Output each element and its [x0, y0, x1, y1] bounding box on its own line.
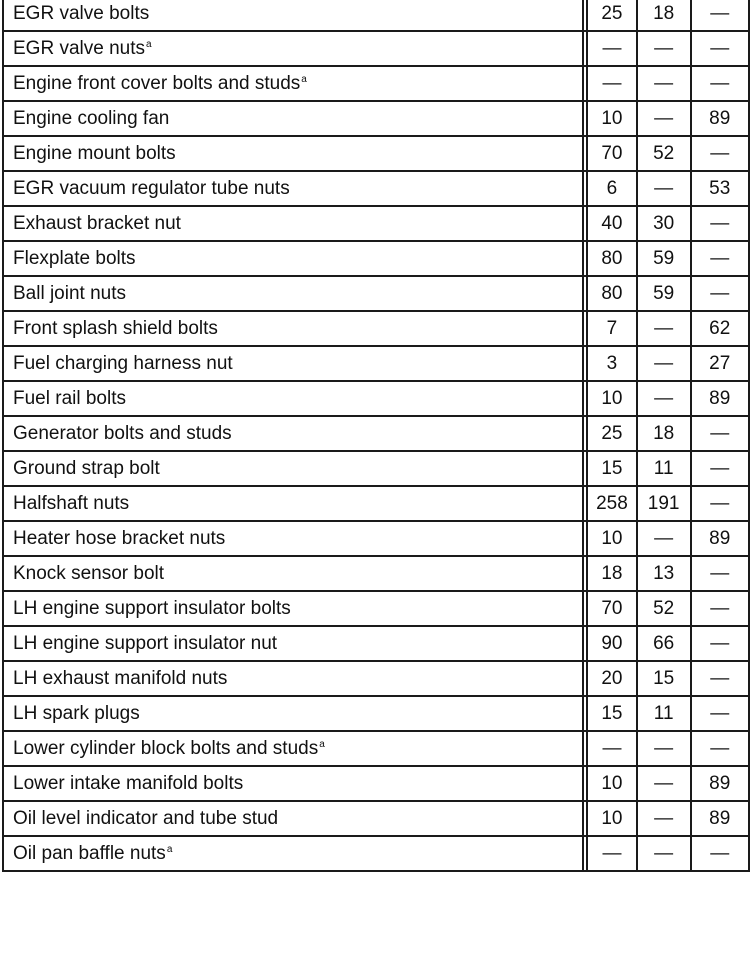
- lbft-value-cell: 18: [637, 0, 691, 31]
- lbin-value-cell: —: [691, 836, 750, 871]
- torque-spec-table: [2, 0, 750, 872]
- lbin-value-cell: —: [691, 451, 750, 486]
- nm-value-cell: 80: [587, 276, 637, 311]
- lbft-value-cell: 52: [637, 136, 691, 171]
- lbft-value-cell: 59: [637, 276, 691, 311]
- lbft-value-cell: —: [637, 766, 691, 801]
- component-name: EGR vacuum regulator tube nuts: [13, 177, 290, 199]
- lbft-value-cell: 52: [637, 591, 691, 626]
- lbft-value-cell: 191: [637, 486, 691, 521]
- component-name: Lower intake manifold bolts: [13, 772, 244, 794]
- lbft-value-cell: —: [637, 311, 691, 346]
- nm-value-cell: 25: [587, 0, 637, 31]
- nm-value-cell: 3: [587, 346, 637, 381]
- lbft-value-cell: 13: [637, 556, 691, 591]
- component-name: Lower cylinder block bolts and studs: [13, 737, 319, 759]
- component-name: Engine front cover bolts and studs: [13, 72, 301, 94]
- table-row: [3, 241, 749, 276]
- component-cell: [3, 136, 583, 171]
- nm-value-cell: 20: [587, 661, 637, 696]
- component-name: EGR valve bolts: [13, 2, 150, 24]
- nm-value-cell: 18: [587, 556, 637, 591]
- component-cell: [3, 626, 583, 661]
- component-cell: [3, 31, 583, 66]
- nm-value-cell: 10: [587, 101, 637, 136]
- lbft-value-cell: —: [637, 836, 691, 871]
- table-row: [3, 696, 749, 731]
- nm-value-cell: 90: [587, 626, 637, 661]
- component-cell: [3, 556, 583, 591]
- nm-value-cell: 10: [587, 521, 637, 556]
- nm-value-cell: 40: [587, 206, 637, 241]
- lbin-value-cell: —: [691, 206, 750, 241]
- lbin-value-cell: 89: [691, 381, 750, 416]
- component-name: Engine mount bolts: [13, 142, 176, 164]
- nm-value-cell: 70: [587, 136, 637, 171]
- nm-value-cell: 258: [587, 486, 637, 521]
- component-name: Heater hose bracket nuts: [13, 527, 226, 549]
- component-name: LH spark plugs: [13, 702, 140, 724]
- table-row: [3, 731, 749, 766]
- table-row: [3, 31, 749, 66]
- component-name: Flexplate bolts: [13, 247, 136, 269]
- table-row: [3, 136, 749, 171]
- lbin-value-cell: —: [691, 0, 750, 31]
- component-name: Engine cooling fan: [13, 107, 170, 129]
- component-cell: [3, 276, 583, 311]
- lbft-value-cell: 11: [637, 696, 691, 731]
- nm-value-cell: —: [587, 836, 637, 871]
- component-name: Knock sensor bolt: [13, 562, 165, 584]
- component-cell: [3, 661, 583, 696]
- component-cell: [3, 801, 583, 836]
- table-row: [3, 171, 749, 206]
- table-row: [3, 311, 749, 346]
- table-row: [3, 416, 749, 451]
- component-name: Fuel charging harness nut: [13, 352, 233, 374]
- lbin-value-cell: 27: [691, 346, 750, 381]
- lbft-value-cell: —: [637, 171, 691, 206]
- lbft-value-cell: —: [637, 31, 691, 66]
- component-cell: [3, 171, 583, 206]
- lbft-value-cell: 15: [637, 661, 691, 696]
- lbin-value-cell: —: [691, 66, 750, 101]
- nm-value-cell: 15: [587, 451, 637, 486]
- lbin-value-cell: —: [691, 276, 750, 311]
- component-cell: [3, 206, 583, 241]
- component-cell: [3, 0, 583, 31]
- component-cell: [3, 591, 583, 626]
- lbin-value-cell: 62: [691, 311, 750, 346]
- lbft-value-cell: —: [637, 801, 691, 836]
- nm-value-cell: 80: [587, 241, 637, 276]
- lbin-value-cell: —: [691, 31, 750, 66]
- table-row: [3, 451, 749, 486]
- component-name: Oil level indicator and tube stud: [13, 807, 279, 829]
- torque-spec-table-body: [3, 0, 749, 871]
- component-cell: [3, 766, 583, 801]
- footnote-marker: a: [146, 38, 152, 50]
- table-row: [3, 381, 749, 416]
- table-row: [3, 556, 749, 591]
- component-name: Fuel rail bolts: [13, 387, 126, 409]
- lbft-value-cell: 66: [637, 626, 691, 661]
- lbft-value-cell: —: [637, 521, 691, 556]
- lbft-value-cell: —: [637, 731, 691, 766]
- table-row: [3, 591, 749, 626]
- component-name: LH engine support insulator bolts: [13, 597, 291, 619]
- component-name: LH engine support insulator nut: [13, 632, 278, 654]
- lbin-value-cell: —: [691, 416, 750, 451]
- component-name: Ball joint nuts: [13, 282, 127, 304]
- lbin-value-cell: —: [691, 136, 750, 171]
- component-cell: [3, 311, 583, 346]
- component-name: Ground strap bolt: [13, 457, 160, 479]
- table-row: [3, 276, 749, 311]
- nm-value-cell: —: [587, 731, 637, 766]
- nm-value-cell: 10: [587, 801, 637, 836]
- component-cell: [3, 836, 583, 871]
- lbin-value-cell: —: [691, 556, 750, 591]
- lbin-value-cell: 53: [691, 171, 750, 206]
- table-row: [3, 206, 749, 241]
- lbin-value-cell: 89: [691, 801, 750, 836]
- component-cell: [3, 731, 583, 766]
- component-name: EGR valve nuts: [13, 37, 145, 59]
- table-row: [3, 626, 749, 661]
- component-name: LH exhaust manifold nuts: [13, 667, 228, 689]
- component-name: Generator bolts and studs: [13, 422, 232, 444]
- table-row: [3, 661, 749, 696]
- lbin-value-cell: —: [691, 731, 750, 766]
- nm-value-cell: —: [587, 31, 637, 66]
- component-cell: [3, 66, 583, 101]
- lbft-value-cell: 59: [637, 241, 691, 276]
- table-row: [3, 486, 749, 521]
- nm-value-cell: 10: [587, 766, 637, 801]
- lbft-value-cell: 18: [637, 416, 691, 451]
- lbin-value-cell: —: [691, 591, 750, 626]
- component-cell: [3, 521, 583, 556]
- table-row: [3, 801, 749, 836]
- nm-value-cell: 7: [587, 311, 637, 346]
- table-row: [3, 0, 749, 31]
- component-cell: [3, 381, 583, 416]
- nm-value-cell: 15: [587, 696, 637, 731]
- table-row: [3, 836, 749, 871]
- footnote-marker: a: [301, 73, 307, 85]
- lbft-value-cell: —: [637, 66, 691, 101]
- component-cell: [3, 101, 583, 136]
- nm-value-cell: 70: [587, 591, 637, 626]
- footnote-marker: a: [319, 738, 325, 750]
- component-cell: [3, 696, 583, 731]
- table-row: [3, 766, 749, 801]
- lbft-value-cell: —: [637, 346, 691, 381]
- component-name: Oil pan baffle nuts: [13, 842, 166, 864]
- component-cell: [3, 346, 583, 381]
- lbin-value-cell: 89: [691, 766, 750, 801]
- lbin-value-cell: 89: [691, 521, 750, 556]
- component-cell: [3, 241, 583, 276]
- lbft-value-cell: —: [637, 101, 691, 136]
- component-name: Exhaust bracket nut: [13, 212, 181, 234]
- component-cell: [3, 486, 583, 521]
- table-row: [3, 101, 749, 136]
- table-row: [3, 521, 749, 556]
- nm-value-cell: —: [587, 66, 637, 101]
- lbft-value-cell: 30: [637, 206, 691, 241]
- lbft-value-cell: —: [637, 381, 691, 416]
- lbin-value-cell: —: [691, 626, 750, 661]
- lbin-value-cell: —: [691, 241, 750, 276]
- lbin-value-cell: —: [691, 696, 750, 731]
- lbin-value-cell: 89: [691, 101, 750, 136]
- nm-value-cell: 10: [587, 381, 637, 416]
- table-row: [3, 346, 749, 381]
- lbin-value-cell: —: [691, 486, 750, 521]
- component-cell: [3, 451, 583, 486]
- component-name: Halfshaft nuts: [13, 492, 130, 514]
- table-row: [3, 66, 749, 101]
- component-cell: [3, 416, 583, 451]
- footnote-marker: a: [166, 843, 173, 855]
- lbft-value-cell: 11: [637, 451, 691, 486]
- component-name: Front splash shield bolts: [13, 317, 218, 339]
- nm-value-cell: 25: [587, 416, 637, 451]
- lbin-value-cell: —: [691, 661, 750, 696]
- nm-value-cell: 6: [587, 171, 637, 206]
